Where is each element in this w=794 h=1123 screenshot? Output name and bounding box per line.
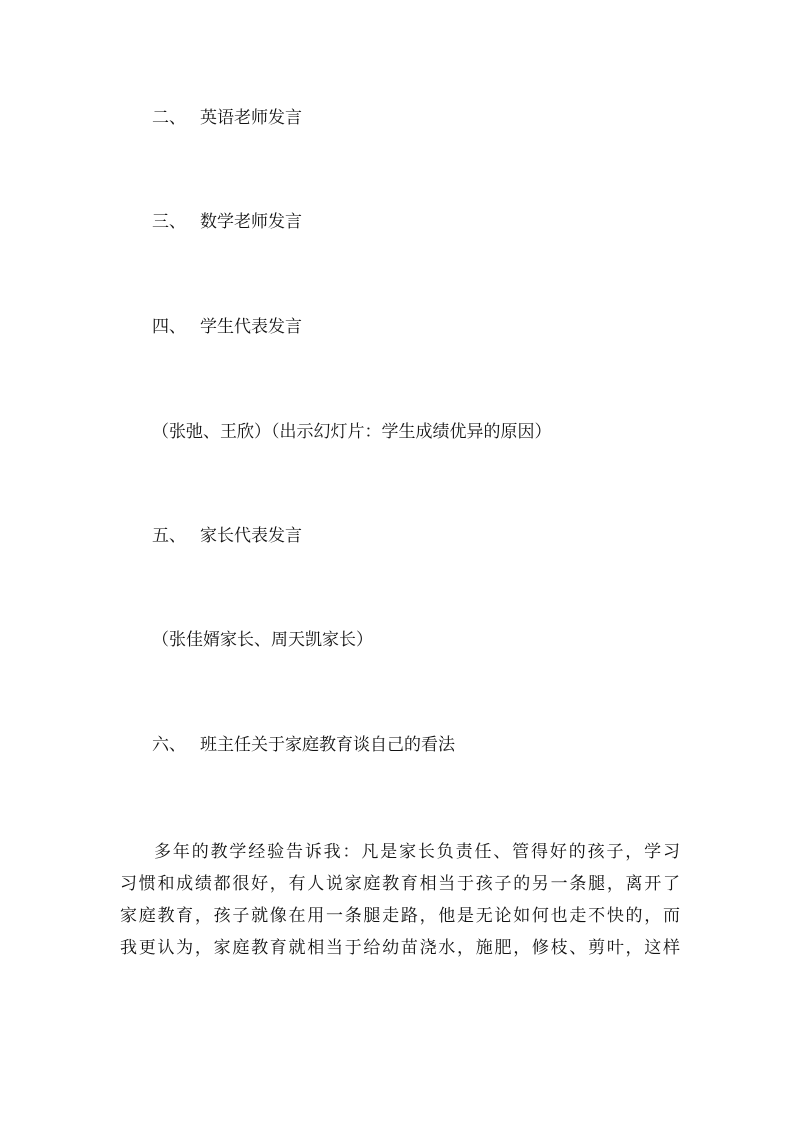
- paragraph-line: 我更认为，家庭教育就相当于给幼苗浇水，施肥，修枝、剪叶，这样: [120, 938, 680, 958]
- agenda-item-text: 数学老师发言: [200, 212, 302, 232]
- agenda-item-text: 英语老师发言: [200, 108, 302, 128]
- agenda-item-number: 六、: [152, 735, 186, 755]
- agenda-item-number: 四、: [152, 317, 186, 337]
- student-note: （张弛、王欣）（出示幻灯片：学生成绩优异的原因）: [152, 422, 552, 442]
- agenda-item-4: [152, 315, 302, 339]
- parent-note: （张佳婿家长、周天凯家长）: [152, 630, 373, 650]
- paragraph-line: 多年的教学经验告诉我：凡是家长负责任、管得好的孩子，学习: [154, 842, 680, 862]
- agenda-item-text: 学生代表发言: [200, 317, 302, 337]
- agenda-item-6: [152, 733, 455, 757]
- body-paragraph: [120, 836, 680, 964]
- paragraph-line: 家庭教育，孩子就像在用一条腿走路，他是无论如何也走不快的，而: [120, 906, 680, 926]
- agenda-item-number: 二、: [152, 108, 186, 128]
- agenda-item-2: [152, 106, 302, 130]
- agenda-item-5: [152, 524, 302, 548]
- agenda-item-3: [152, 210, 302, 234]
- agenda-item-number: 五、: [152, 526, 186, 546]
- agenda-item-text: 班主任关于家庭教育谈自己的看法: [200, 735, 455, 755]
- agenda-item-number: 三、: [152, 212, 186, 232]
- agenda-item-text: 家长代表发言: [200, 526, 302, 546]
- paragraph-line: 习惯和成绩都很好，有人说家庭教育相当于孩子的另一条腿，离开了: [120, 874, 680, 894]
